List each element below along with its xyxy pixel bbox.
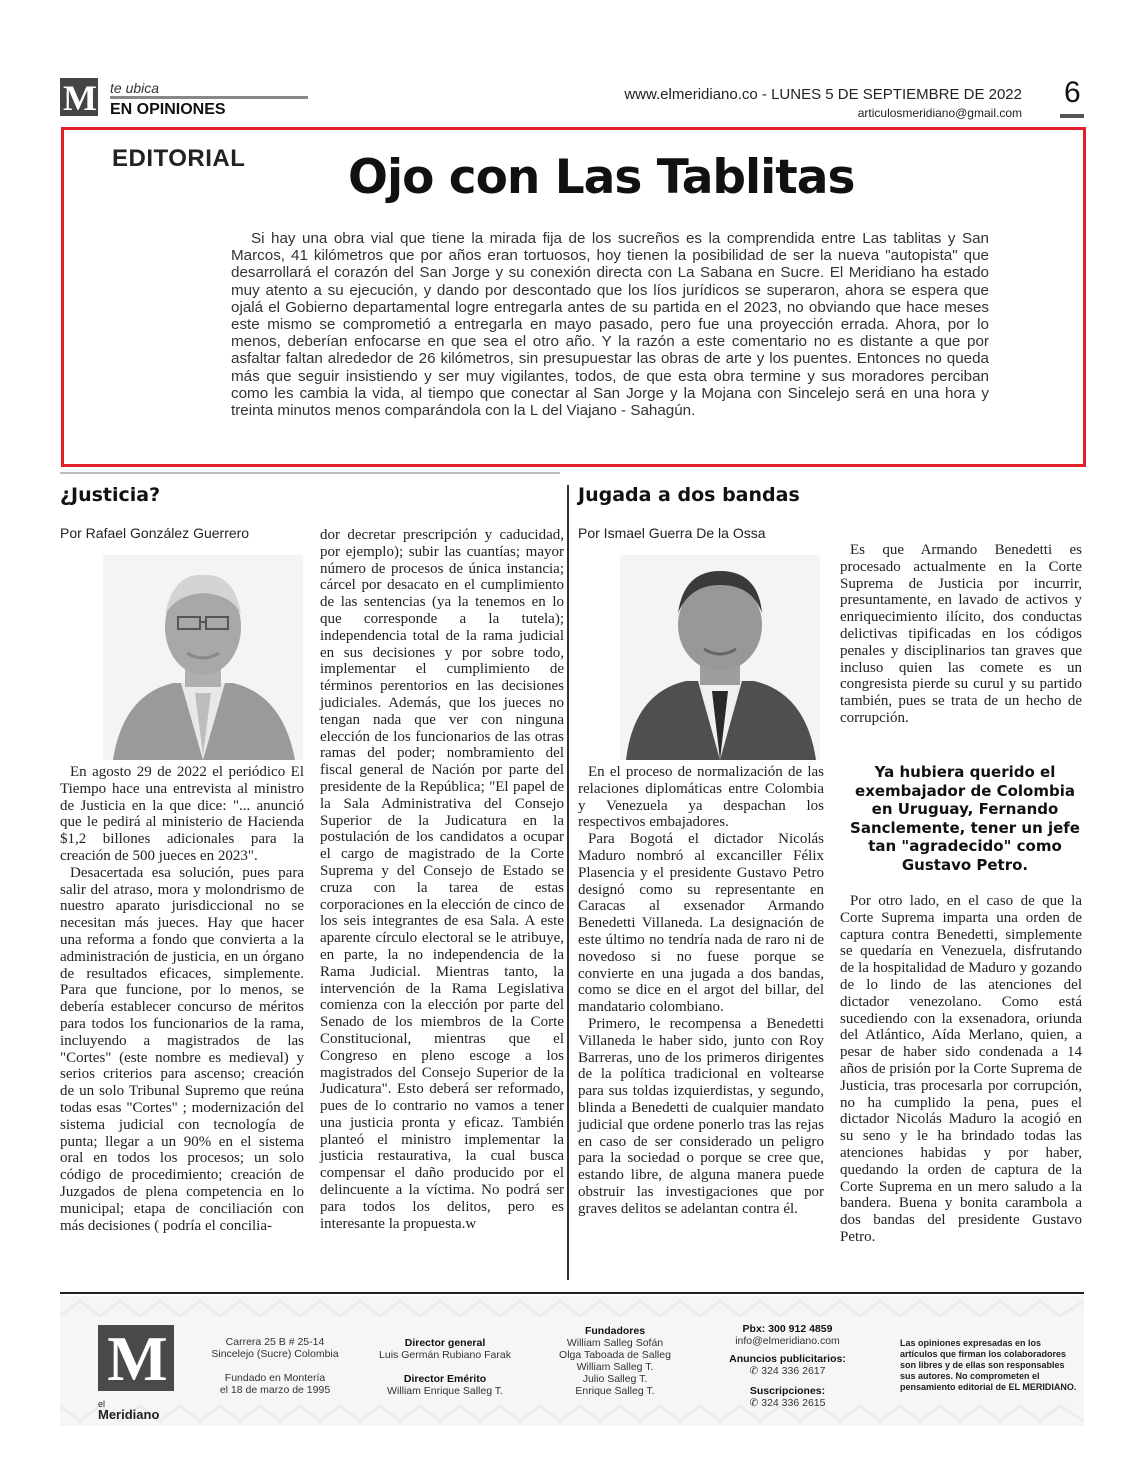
ads-label: Anuncios publicitarios:	[729, 1353, 846, 1365]
pull-quote: Ya hubiera querido el exembajador de Colombia en Uruguay, Fernando Sanclemente, tener un jefe tan "agradecido" como Gustavo Petro.	[850, 763, 1080, 874]
editorial-paragraph: Si hay una obra vial que tiene la mirada fija de los sucreños es la comprendida entre Las tablitas y San Marcos, 41 kilómetros que por años eran tortuosos, hoy tienen la posibilidad de ser la nueva "autopista" que desarrollará el corazón del San Jorge y su conexión directa con La Sabana en Sucre. El Meridiano ha estado muy atento a su ejecución, y dando por descontado que los líos jurídicos se superaron, ahora se espera que ojalá el Gobierno departamental logre entregarla antes de su partida en el 2023, no obviando que hace meses este mismo se comprometió a entregarla en mayo pasado, pero fue una proyección errada. Ahora, por lo menos, deberían enfocarse en que sea el otro año. Y la razón a este comentario no es distante a que por asfaltar faltan alrededor de 26 kilómetros, sin presupuestar las obras de arte y los puentes. Entonces no queda más que seguir insistiendo y ser muy vigilantes, todos, de que esta obra termine y sus moradores perciban como les cambia la vida, al tiempo que conectar al San Jorge y la Mojana con Sincelejo será en una hora y treinta minutos menos comparándola con la L del Viajano - Sahagún.	[231, 230, 989, 420]
subscriptions-phone-row	[705, 1397, 870, 1409]
article-paragraph: En agosto 29 de 2022 el periódico El Tiempo hace una entrevista al ministro de Justicia en la que dice: "... anunció que le pedirá al ministerio de Hacienda $1,2 billones adicionales para la creación de 500 jueces en 2023".	[60, 764, 304, 864]
logo-small: M	[60, 78, 98, 116]
article-paragraph: Primero, le recompensa a Benedetti Villaneda le haber sido, junto con Roy Barreras, uno de los primeros dirigentes de la política tradicional en voltearse para sus toldas izquierdistas, y segundo, blinda a Benedetti de cualquier mandato judicial que ordene ponerlo tras las rejas en caso de ser considerado un peligro para la sociedad o porque se cree que, estando libre, de alguna manera puede obstruir las investigaciones que por graves delitos se adelantan contra él.	[578, 1015, 824, 1217]
article-title-justicia: ¿Justicia?	[60, 484, 161, 506]
section-rule	[60, 472, 560, 474]
newspaper-logo: M	[98, 1325, 174, 1391]
article-paragraph: Por otro lado, en el caso de que la Corte Suprema imparta una orden de captura contra Benedetti, simplemente se quedaría en Venezuela, disfrutando de la hospitalidad de Maduro y gozando de lo lindo de las atenciones del dictador venezolano. Como está sucediendo con la exsenadora, oriunda del Atlántico, Aída Merlano, quien, a pesar de haber sido condenada a 14 años de prisión por la Corte Suprema de Justicia, tras procesarla por corrupción, no ha cumplido la pena, pues el dictador Nicolás Maduro la acogió en su seno y le ha brindado todas las atenciones habidas y por haber, quedando la orden de captura de la Corte Suprema en un mero saludo a la bandera. Buena y bonita carambola a dos bandas del presidente Gustavo Petro.	[840, 893, 1082, 1245]
article-right-col1	[578, 764, 824, 1218]
dateline: www.elmeridiano.co - LUNES 5 DE SEPTIEMBRE DE 2022	[624, 86, 1022, 103]
article-right-col2-bottom	[840, 893, 1082, 1246]
director-general-name: Luis Germán Rubiano Farak	[379, 1349, 511, 1361]
author-photo-left	[103, 555, 303, 760]
footer-address	[200, 1336, 350, 1396]
director-general-label: Director general	[404, 1337, 486, 1349]
article-title-jugada: Jugada a dos bandas	[578, 484, 800, 506]
logo-article: el	[98, 1399, 106, 1409]
tagline-rule	[110, 96, 308, 99]
pbx-number: Pbx: 300 912 4859	[742, 1323, 833, 1335]
address-line: Sincelejo (Sucre) Colombia	[211, 1348, 339, 1360]
subscriptions-phone: 324 336 2615	[761, 1397, 826, 1409]
ads-phone: 324 336 2617	[761, 1365, 826, 1377]
subscriptions-label: Suscripciones:	[749, 1385, 826, 1397]
footer-disclaimer: Las opiniones expresadas en los artículos que firman los colaboradores son libres y de ellas son responsables sus autores. No comprometen el pensamiento editorial de EL MERIDIANO.	[900, 1338, 1077, 1392]
footer-rule	[60, 1292, 1084, 1294]
founder-name: Julio Salleg T.	[582, 1373, 648, 1385]
editorial-title: Ojo con Las Tablitas	[348, 150, 855, 205]
article-byline-right: Por Ismael Guerra De la Ossa	[578, 525, 766, 541]
page-number: 6	[1064, 76, 1081, 109]
footer-founders	[540, 1325, 690, 1397]
article-paragraph: Es que Armando Benedetti es procesado actualmente en la Corte Suprema de Justicia por incurrir, presuntamente, en lavado de activos y enriquecimiento ilícito, dos conductas delictivas tipificadas en los códigos penales y disciplinarios tan graves que incluso quien las comete es un congresista pierde su curul y su partido también, pues se trata de un hecho de corrupción.	[840, 542, 1082, 726]
director-emerito-label: Director Emérito	[403, 1373, 487, 1385]
article-left-col2	[320, 527, 564, 1232]
author-photo-right	[620, 555, 820, 760]
editorial-body	[231, 230, 989, 419]
page-number-rule	[1060, 114, 1084, 118]
ads-phone-row	[705, 1365, 870, 1377]
editorial-label: EDITORIAL	[112, 145, 246, 172]
article-paragraph: Para Bogotá el dictador Nicolás Maduro nombró al excanciller Félix Plasencia y el presidente Gustavo Petro designó como su representante en Caracas al exsenador Armando Benedetti Villaneda. La designación de este último no tendría nada de raro ni de novedoso si no fuese porque se convierte en una jugada a dos bandas, como se dice en el argot del billar, del mandatario colombiano.	[578, 831, 824, 1016]
section-name: EN OPINIONES	[110, 101, 226, 118]
article-byline-left: Por Rafael González Guerrero	[60, 525, 250, 541]
founded-line: el 18 de marzo de 1995	[219, 1384, 331, 1396]
founders-label: Fundadores	[584, 1325, 646, 1337]
founder-name: Olga Taboada de Salleg	[559, 1349, 671, 1361]
whatsapp-icon: ✆	[749, 1365, 759, 1377]
founder-name: William Salleg Sofán	[566, 1337, 664, 1349]
author-portrait-image	[620, 555, 820, 760]
article-paragraph: En el proceso de normalización de las relaciones diplomáticas entre Colombia y Venezuela ya despachan los respectivos embajadores.	[578, 764, 824, 831]
section-tagline: te ubica	[110, 80, 160, 96]
article-left-col1	[60, 764, 304, 1234]
column-divider	[567, 485, 569, 1280]
whatsapp-icon: ✆	[749, 1397, 759, 1409]
footer-contact	[705, 1323, 870, 1409]
founder-name: Enrique Salleg T.	[575, 1385, 655, 1397]
author-portrait-image	[103, 555, 303, 760]
founder-name: William Salleg T.	[576, 1361, 654, 1373]
founded-line: Fundado en Montería	[224, 1372, 326, 1384]
logo-wordmark: Meridiano	[98, 1407, 160, 1422]
contact-email: articulosmeridiano@gmail.com	[857, 106, 1022, 120]
footer-directors	[370, 1337, 520, 1397]
info-email: info@elmeridiano.com	[735, 1335, 840, 1347]
address-line: Carrera 25 B # 25-14	[225, 1336, 325, 1348]
article-right-col2-top	[840, 542, 1082, 727]
director-emerito-name: William Enrique Salleg T.	[387, 1385, 503, 1397]
article-paragraph: Desacertada esa solución, pues para salir del atraso, mora y molondrismo de nuestro aparato jurisdiccional no se necesitan más jueces. Hay que hacer una reforma a fondo que convierta a la administración de justicia, en un órgano de resultados eficaces, simplemente. Para que funcione, por lo menos, se debería establecer concurso de méritos para todos los funcionarios de la rama, incluyendo a magistrados de las "Cortes" (este nombre es medieval) y serios criterios para ascenso; creación de un solo Tribunal Supremo que reúna todas esas "Cortes" ; modernización del sistema judicial con tecnología de punta; llegar a un 90% en el sistema oral en todos los procesos; un solo código de procedimiento; creación de Juzgados de plena competencia en lo municipal; etapa de conciliación con más decisiones ( podría el concilia-	[60, 864, 304, 1234]
article-paragraph: dor decretar prescripción y caducidad, por ejemplo); subir las cuantías; mayor número de procesos de única instancia; cárcel por desacato en el cumplimiento de las sentencias (ya la tenemos en lo que corresponde a la tutela); independencia total de la rama judicial en sus decisiones y por sobre todo, implementar el cumplimiento de términos perentorios en las decisiones judiciales. Además, que los jueces no tengan nada que ver con ninguna elección de los funcionarios de las otras ramas del poder; nombramiento del fiscal general de Nación por parte del presidente de la República; "El papel de la Sala Administrativa del Consejo Superior de la Judicatura en la postulación de los candidatos a ocupar el cargo de magistrado de la Corte Suprema y del Consejo de Estado se cruza con la tarea de estas corporaciones en la elección de cinco de los seis integrantes de esa Sala. A este aparente círculo electoral se le atribuye, en parte, la no independencia de la Rama Judicial. Mientras tanto, la intervención de la Rama Legislativa comienza con la elección por parte del Senado de los miembros de la Corte Constitucional, mientras que el Congreso en pleno escoge a los magistrados del Consejo Superior de la Judicatura". Esto deberá ser reformado, pues de lo contrario no vamos a tener una justicia pronta y eficaz. También planteó el ministro implementar la justicia restaurativa, la cual busca compensar el daño producido por el delincuente a la víctima. No podrá ser para todos los delitos, pero es interesante la propuesta.w	[320, 527, 564, 1232]
